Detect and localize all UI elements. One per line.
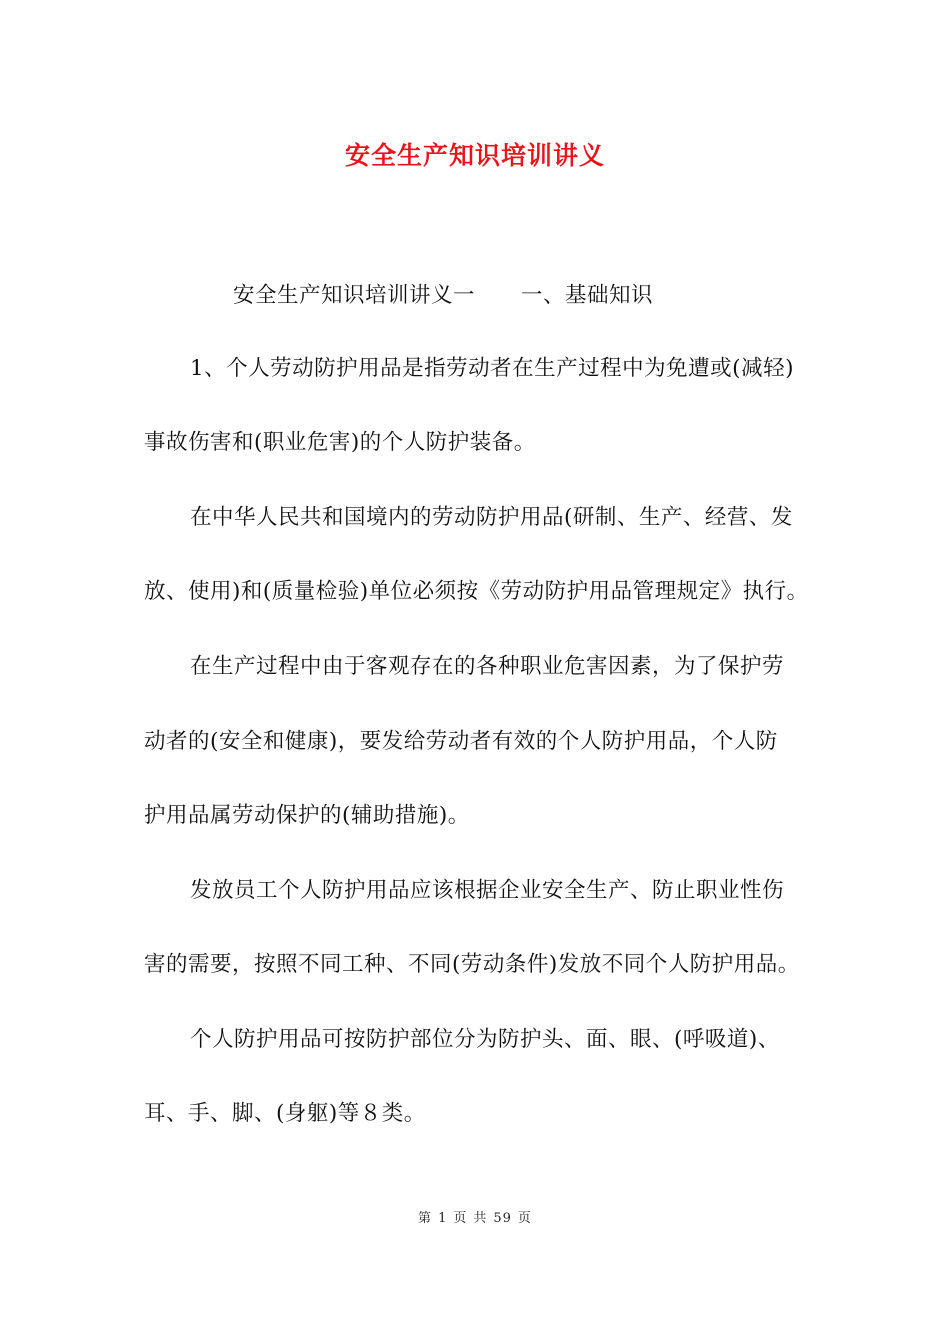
paragraph-line: 事故伤害和(职业危害)的个人防护装备。 — [144, 430, 536, 455]
section-heading — [233, 281, 653, 311]
footer-word-ye: 页 — [453, 1211, 468, 1226]
footer-word-di: 第 — [418, 1211, 433, 1226]
paragraph-line: 耳、手、脚、(身躯)等８类。 — [144, 1101, 426, 1126]
paragraph-line: 个人防护用品可按防护部位分为防护头、面、眼、(呼吸道)、 — [190, 1027, 780, 1052]
document-title: 安全生产知识培训讲义 — [344, 141, 605, 170]
total-pages-number: 59 — [493, 1211, 512, 1226]
paragraph-line: 1、个人劳动防护用品是指劳动者在生产过程中为免遭或(减轻) — [190, 356, 794, 381]
footer-word-gong: 共 — [473, 1211, 488, 1226]
paragraph-line: 发放员工个人防护用品应该根据企业安全生产、防止职业性伤 — [190, 878, 785, 903]
paragraph-line: 害的需要，按照不同工种、不同(劳动条件)发放不同个人防护用品。 — [144, 952, 800, 977]
paragraph-line: 动者的(安全和健康)，要发给劳动者有效的个人防护用品，个人防 — [144, 729, 778, 754]
footer-word-ye2: 页 — [517, 1211, 532, 1226]
lecture-heading: 安全生产知识培训讲义一 — [233, 283, 476, 308]
page-footer — [0, 1207, 950, 1226]
paragraph-line: 护用品属劳动保护的(辅助措施)。 — [144, 803, 470, 828]
paragraph-line: 在生产过程中由于客观存在的各种职业危害因素，为了保护劳 — [190, 654, 785, 679]
paragraph-line: 放、使用)和(质量检验)单位必须按《劳动防护用品管理规定》执行。 — [144, 579, 809, 604]
current-page-number: 1 — [438, 1211, 448, 1226]
paragraph-line: 在中华人民共和国境内的劳动防护用品(研制、生产、经营、发 — [190, 505, 793, 530]
section-heading-basics: 一、基础知识 — [521, 283, 654, 308]
